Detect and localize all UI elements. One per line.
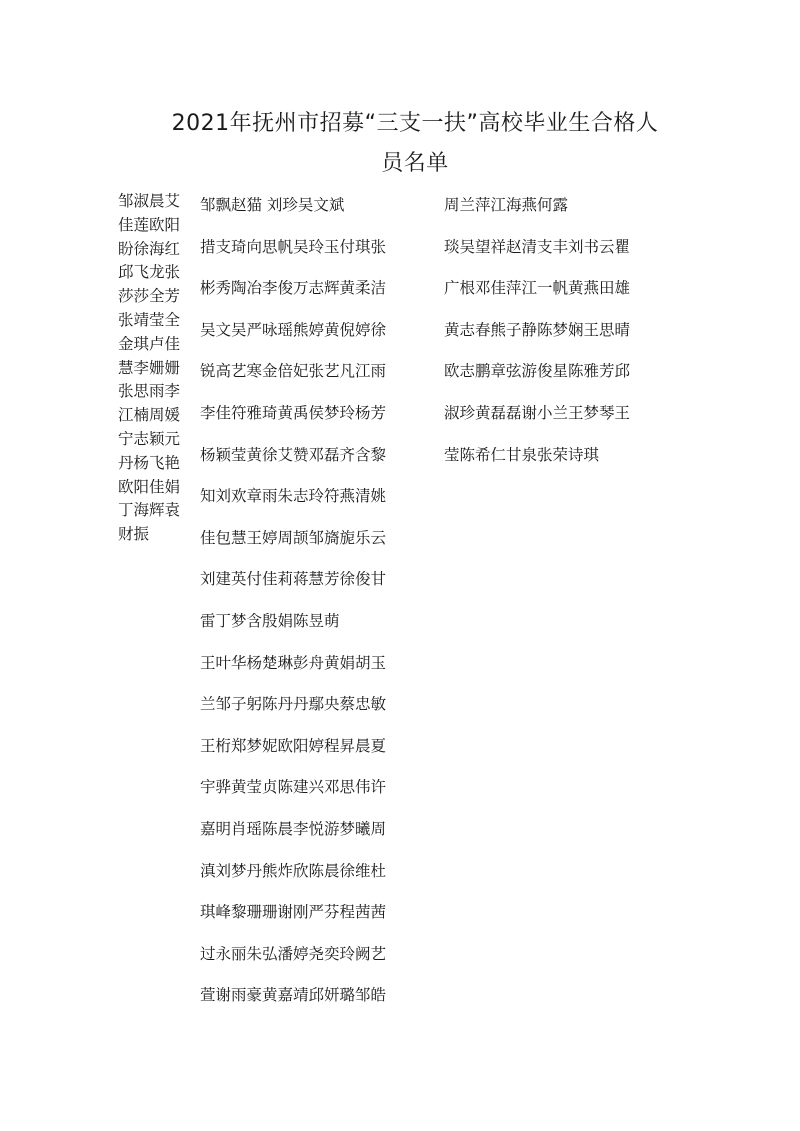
name-line: 佳莲欧阳	[118, 215, 181, 234]
name-line: 杨颖莹黄徐艾赞邓磊齐含黎	[200, 445, 387, 464]
name-line: 丹杨飞艳	[118, 453, 181, 472]
name-line: 琰吴望祥赵清支丰刘书云瞿	[444, 237, 631, 256]
name-line: 江楠周媛	[118, 406, 181, 425]
name-line: 雷丁梦含殷娟陈昱萌	[200, 611, 340, 630]
name-line: 淑珍黄磊磊谢小兰王梦琴王	[444, 403, 631, 422]
name-line: 知刘欢章雨朱志玲符燕清姚	[200, 487, 387, 506]
name-line: 张靖莹全	[118, 310, 181, 329]
name-line: 欧志鹏章弦游俊星陈雅芳邱	[444, 362, 631, 381]
name-line: 宇骅黄莹贞陈建兴邓思伟许	[200, 778, 387, 797]
name-line: 广根邓佳萍江一帆黄燕田雄	[444, 279, 631, 298]
document-title-line-2: 员名单	[381, 151, 449, 176]
name-line: 欧阳佳娟	[118, 477, 181, 496]
name-line: 过永丽朱弘潘婷尧奕玲阙艺	[200, 944, 387, 963]
name-line: 丁海辉袁	[118, 501, 181, 520]
name-line: 嘉明肖瑶陈晨李悦游梦曦周	[200, 819, 387, 838]
name-line: 邹飘赵猫 刘珍吴文斌	[200, 196, 345, 214]
name-line: 兰邹子躬陈丹丹鄢央蔡忠敏	[200, 695, 387, 714]
name-line: 刘建英付佳莉蒋慧芳徐俊甘	[200, 570, 387, 589]
name-column-3	[444, 185, 684, 476]
name-line: 滇刘梦丹熊炸欣陈晨徐维杜	[200, 861, 387, 880]
name-line: 佳包慧王婷周颉邹旖旎乐云	[200, 528, 387, 547]
name-line: 锐高艺寒金倍妃张艺凡江雨	[200, 362, 387, 381]
name-line: 周兰萍江海燕何露	[444, 196, 569, 214]
name-line: 琪峰黎珊珊谢刚严芬程茜茜	[200, 903, 387, 922]
name-line: 慧李姗姗	[118, 358, 181, 377]
document-title-line-1: 2021年抚州市招募“三支一扶”高校毕业生合格人	[171, 111, 659, 136]
name-column-2	[200, 185, 436, 1017]
name-column-1	[118, 190, 200, 547]
name-line: 李佳符雅琦黄禹侯梦玲杨芳	[200, 403, 387, 422]
name-line: 邹淑晨艾	[118, 192, 181, 210]
name-line: 彬秀陶冶李俊万志辉黄柔洁	[200, 279, 387, 298]
name-line: 莹陈希仁甘泉张荣诗琪	[444, 445, 600, 464]
name-line: 萱谢雨豪黄嘉靖邱妍璐邹皓	[200, 986, 387, 1005]
name-line: 盼徐海红	[118, 239, 181, 258]
name-line: 吴文吴严咏瑶熊婷黄倪婷徐	[200, 320, 387, 339]
name-line: 措支琦向思帆吴玲玉付琪张	[200, 237, 387, 256]
name-line: 莎莎全芳	[118, 287, 181, 306]
name-line: 邱飞龙张	[118, 263, 181, 282]
name-line: 张思雨李	[118, 382, 181, 401]
name-line: 王桁郑梦妮欧阳婷程昇晨夏	[200, 736, 387, 755]
name-line: 财振	[118, 525, 150, 544]
name-line: 金琪卢佳	[118, 334, 181, 353]
name-line: 黄志春熊子静陈梦娴王思晴	[444, 320, 631, 339]
name-line: 宁志颖元	[118, 429, 181, 448]
name-line: 王叶华杨楚琳彭舟黄娟胡玉	[200, 653, 387, 672]
